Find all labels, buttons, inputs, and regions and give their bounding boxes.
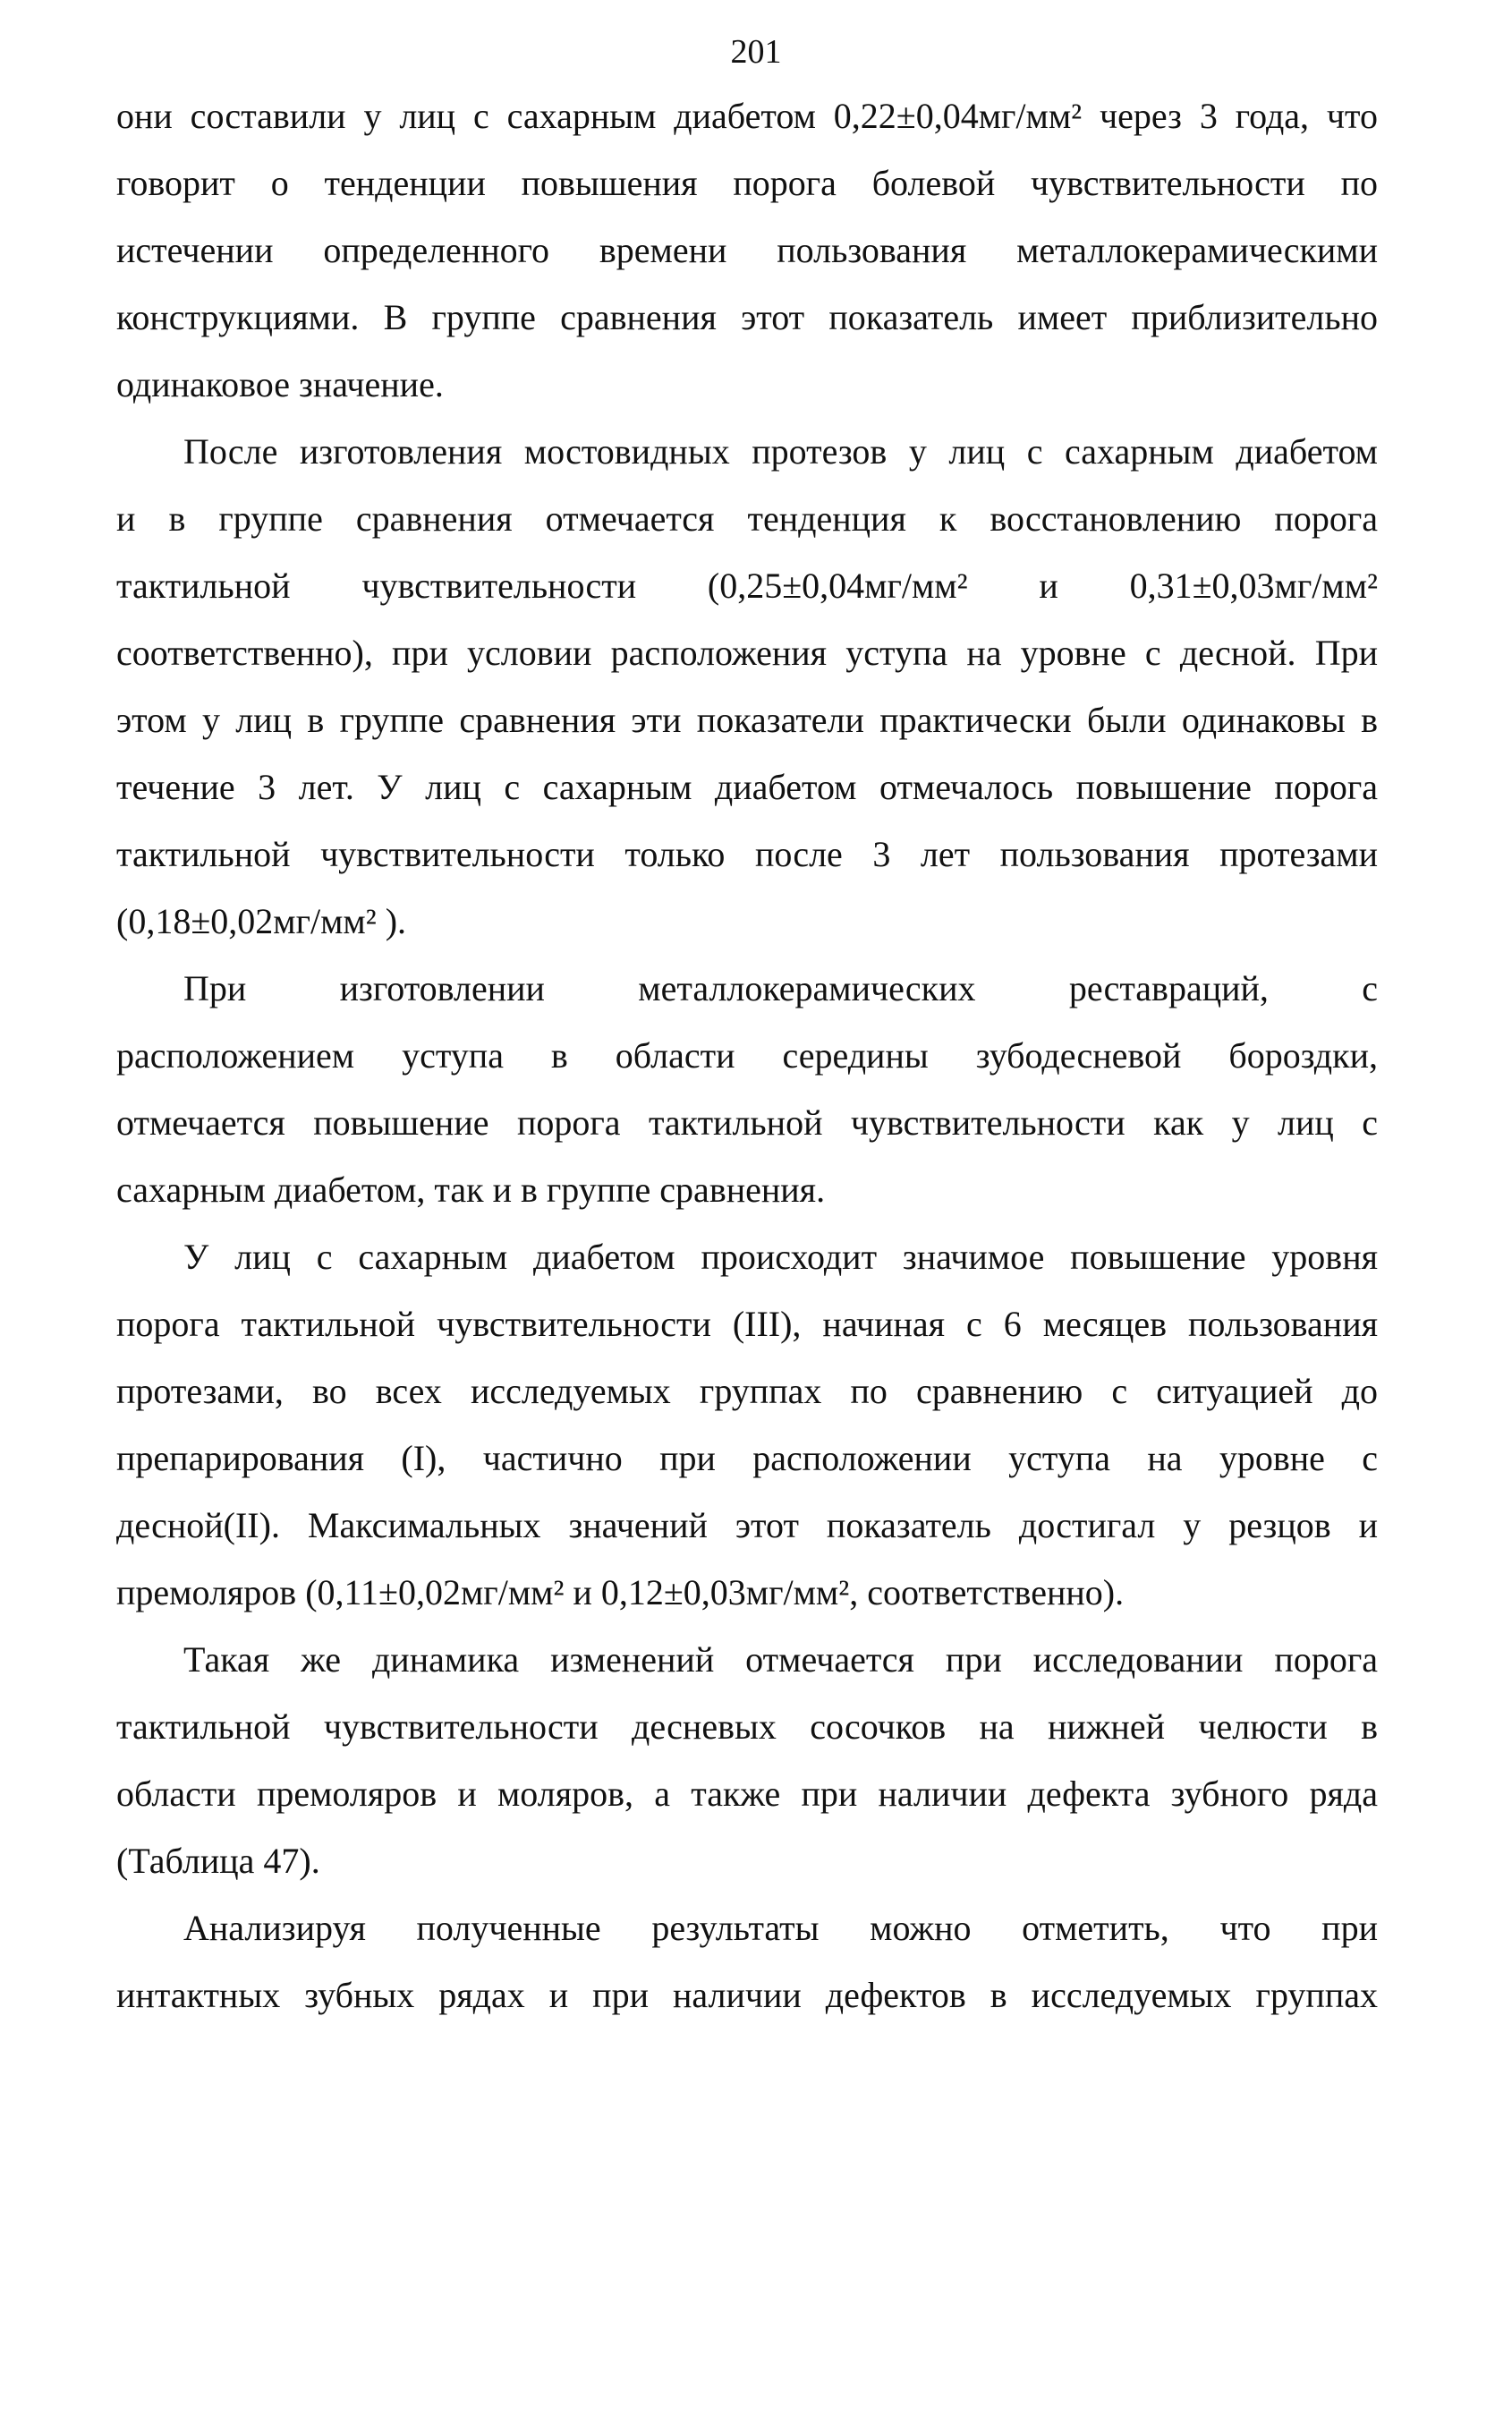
- text-line: [0, 1096, 1512, 1150]
- text-line: [0, 1230, 1512, 1284]
- line-text: соответственно), при условии расположения уступа на уровне с десной. При: [116, 633, 1378, 673]
- line-text: одинаковое значение.: [116, 364, 444, 404]
- line-text: истечении определенного времени пользования металлокерамическими: [116, 230, 1378, 270]
- text-line: [0, 291, 1512, 345]
- text-line: [0, 1700, 1512, 1754]
- line-text: (0,18±0,02мг/мм² ).: [116, 901, 407, 941]
- line-text: конструкциями. В группе сравнения этот показатель имеет приблизительно: [116, 297, 1378, 337]
- line-text: (Таблица 47).: [116, 1841, 320, 1881]
- text-line: [0, 1029, 1512, 1083]
- line-text: отмечается повышение порога тактильной чувствительности как у лиц с: [116, 1102, 1378, 1143]
- text-line: [0, 224, 1512, 277]
- line-text: они составили у лиц с сахарным диабетом 0,22±0,04мг/мм² через 3 года, что: [116, 96, 1378, 136]
- line-text: препарирования (I), частично при расположении уступа на уровне с: [116, 1438, 1378, 1478]
- text-line: [0, 1432, 1512, 1485]
- text-line: [0, 693, 1512, 747]
- text-line: [0, 1566, 1512, 1620]
- line-text: премоляров (0,11±0,02мг/мм² и 0,12±0,03мг/мм², соответственно).: [116, 1572, 1125, 1612]
- text-line: [0, 1969, 1512, 2022]
- line-text: течение 3 лет. У лиц с сахарным диабетом отмечалось повышение порога: [116, 767, 1378, 807]
- text-line: [0, 828, 1512, 881]
- line-text: сахарным диабетом, так и в группе сравнения.: [116, 1170, 826, 1210]
- line-text: тактильной чувствительности (0,25±0,04мг/мм² и 0,31±0,03мг/мм²: [116, 566, 1378, 606]
- line-text: тактильной чувствительности десневых сосочков на нижней челюсти в: [116, 1706, 1378, 1747]
- page-number: 201: [730, 33, 782, 71]
- line-text: этом у лиц в группе сравнения эти показатели практически были одинаковы в: [116, 700, 1378, 740]
- line-text: У лиц с сахарным диабетом происходит значимое повышение уровня: [183, 1237, 1378, 1277]
- text-line: [0, 425, 1512, 479]
- line-text: десной(II). Максимальных значений этот показатель достигал у резцов и: [116, 1505, 1378, 1545]
- text-line: [0, 1834, 1512, 1888]
- line-text: говорит о тенденции повышения порога болевой чувствительности по: [116, 163, 1378, 203]
- line-text: Такая же динамика изменений отмечается при исследовании порога: [183, 1639, 1378, 1680]
- line-text: Анализируя полученные результаты можно отметить, что при: [183, 1908, 1378, 1948]
- text-line: [0, 761, 1512, 814]
- line-text: протезами, во всех исследуемых группах по сравнению с ситуацией до: [116, 1371, 1378, 1411]
- text-line: [0, 157, 1512, 210]
- line-text: и в группе сравнения отмечается тенденция к восстановлению порога: [116, 498, 1378, 539]
- text-line: [0, 559, 1512, 613]
- text-line: [0, 1767, 1512, 1821]
- text-line: [0, 895, 1512, 949]
- line-text: расположением уступа в области середины зубодесневой бороздки,: [116, 1035, 1378, 1076]
- text-line: [0, 626, 1512, 680]
- text-line: [0, 89, 1512, 143]
- line-text: интактных зубных рядах и при наличии дефектов в исследуемых группах: [116, 1975, 1378, 2015]
- text-line: [0, 358, 1512, 412]
- text-line: [0, 1365, 1512, 1418]
- text-line: [0, 1297, 1512, 1351]
- line-text: области премоляров и моляров, а также при наличии дефекта зубного ряда: [116, 1774, 1378, 1814]
- text-line: [0, 492, 1512, 546]
- line-text: порога тактильной чувствительности (III), начиная с 6 месяцев пользования: [116, 1304, 1378, 1344]
- line-text: После изготовления мостовидных протезов у лиц с сахарным диабетом: [183, 431, 1378, 472]
- line-text: тактильной чувствительности только после 3 лет пользования протезами: [116, 834, 1378, 874]
- line-text: При изготовлении металлокерамических реставраций, с: [183, 968, 1378, 1008]
- text-line: [0, 1633, 1512, 1687]
- text-line: [0, 1901, 1512, 1955]
- text-line: [0, 1163, 1512, 1217]
- text-line: [0, 1499, 1512, 1553]
- text-line: [0, 962, 1512, 1016]
